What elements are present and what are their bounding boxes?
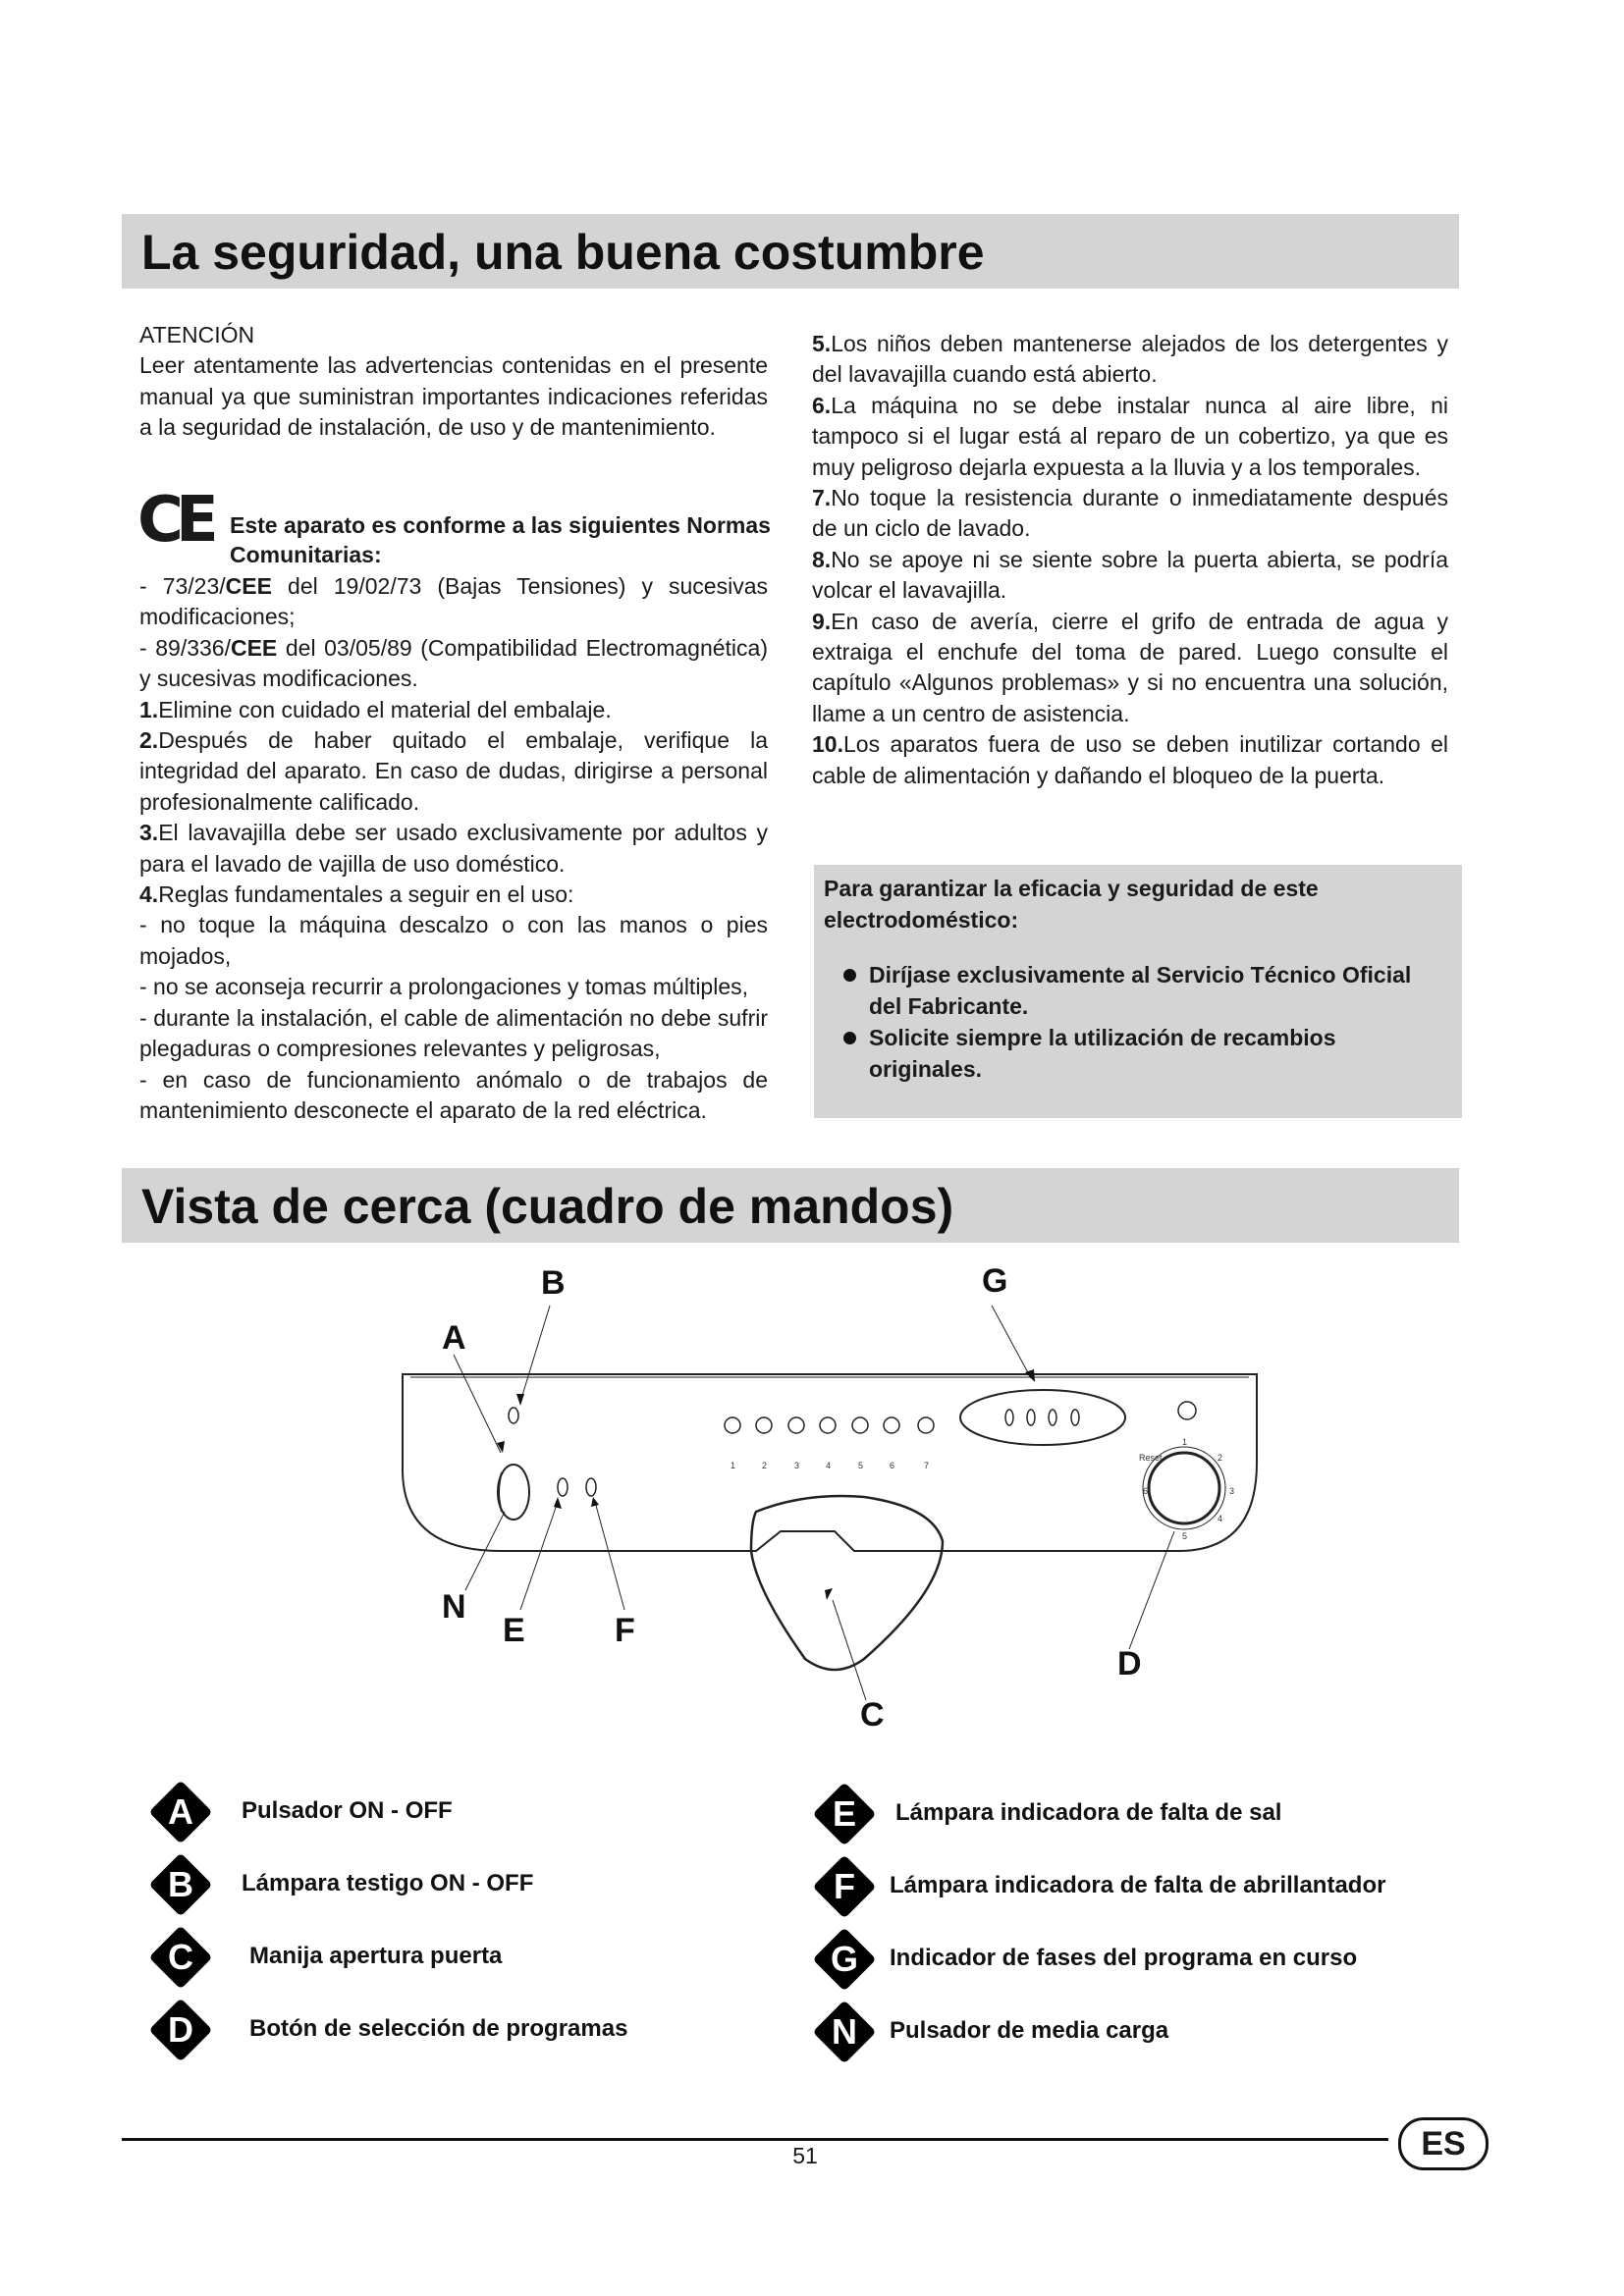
dial-number-1: 1 [1182, 1437, 1188, 1447]
list-subitem: - en caso de funcionamiento anómalo o de trabajos de mantenimiento desconecte el aparato de la red eléctrica. [139, 1066, 768, 1123]
item-text: Los aparatos fuera de uso se deben inutilizar cortando el cable de alimentación y dañando el bloqueo de la puerta. [812, 731, 1448, 788]
item-text: La máquina no se debe instalar nunca al aire libre, ni tampoco si el lugar está al reparo de un cobertizo, ya que es muy peligroso dejarla expuesta a la lluvia y a los temporales. [812, 392, 1448, 480]
badge-n-icon [813, 2001, 876, 2063]
program-icon-6 [884, 1417, 899, 1433]
badge-letter: G [830, 1939, 858, 1979]
arrow-g [1025, 1369, 1035, 1382]
legend-label: Pulsador de media carga [890, 2017, 1169, 2044]
program-icon-2 [756, 1417, 772, 1433]
item-number: 6. [812, 392, 832, 418]
badge-b-icon [149, 1853, 212, 1916]
badge-g-icon [813, 1928, 876, 1991]
item-text: Elimine con cuidado el material del embalaje. [158, 696, 612, 722]
program-number-2: 2 [762, 1461, 768, 1470]
item-number: 10. [812, 731, 843, 758]
legend-label: Lámpara indicadora de falta de abrillantador [890, 1872, 1386, 1898]
program-number-1: 1 [731, 1461, 736, 1470]
program-number-7: 7 [924, 1461, 930, 1470]
ce-mark-icon: CE [137, 484, 211, 557]
directive-2-text: del 03/05/89 (Compatibilidad Electromagnética) y sucesivas modificaciones. [139, 634, 768, 692]
callout-a: A [442, 1319, 466, 1357]
badge-letter: B [168, 1864, 193, 1904]
badge-letter: D [168, 2009, 193, 2050]
phase-lamp-1 [1005, 1410, 1013, 1425]
legend-item-d [149, 1999, 738, 2061]
legend-label: Pulsador ON - OFF [242, 1797, 453, 1824]
item-text: Después de haber quitado el embalaje, verifique la integridad del aparato. En caso de dudas, dirigirse a personal profesionalmente calificado. [139, 727, 768, 815]
leader-line-d [1129, 1531, 1174, 1649]
dial-number-6: 6 [1143, 1486, 1149, 1496]
attention-text: Leer atentamente las advertencias contenidas en el presente manual ya que suministran importantes indicaciones referidas a la seguridad de instalación, de uso y de mantenimiento. [139, 352, 768, 441]
callout-n: N [442, 1588, 466, 1626]
item-number: 8. [812, 546, 832, 572]
dial-caption: Reset [1139, 1453, 1163, 1463]
ce-statement: Este aparato es conforme a las siguientes Normas Comunitarias: [230, 512, 771, 567]
language-badge: ES [1398, 2117, 1489, 2170]
directive-1-text: del 19/02/73 (Bajas Tensiones) y sucesivas modificaciones; [139, 573, 768, 630]
phase-lamp-3 [1049, 1410, 1056, 1425]
legend-item-b [149, 1853, 738, 1916]
program-number-5: 5 [858, 1461, 864, 1470]
item-number: 3. [139, 820, 159, 846]
warning-bullet-text: Diríjase exclusivamente al Servicio Técnico Oficial del Fabricante. [869, 962, 1412, 1019]
callout-d: D [1117, 1645, 1142, 1682]
rinse-aid-lamp [586, 1478, 596, 1496]
leader-line-b [520, 1306, 550, 1402]
on-off-lamp [509, 1408, 518, 1423]
item-text: En caso de avería, cierre el grifo de entrada de agua y extraiga el enchufe del toma de pared. Luego consulte el capítulo «Algunos problemas» y si no encuentra una solución, llame a un centro de asistencia. [812, 608, 1448, 726]
badge-letter: C [168, 1937, 193, 1977]
arrow-b [516, 1394, 524, 1406]
legend-item-a [149, 1781, 738, 1843]
badge-letter: N [832, 2011, 857, 2052]
arrow-e [554, 1497, 562, 1509]
callout-f: F [615, 1612, 635, 1649]
legend-label: Manija apertura puerta [249, 1943, 503, 1969]
phase-lamp-2 [1027, 1410, 1035, 1425]
list-subitem: - no se aconseja recurrir a prolongaciones y tomas múltiples, [139, 974, 749, 1000]
legend-item-g [813, 1928, 1481, 1991]
section-title: La seguridad, una buena costumbre [141, 225, 985, 280]
item-text: Los niños deben mantenerse alejados de los detergentes y del lavavajilla cuando está abierto. [812, 331, 1448, 388]
program-icon-4 [820, 1417, 836, 1433]
leader-line-c [833, 1600, 866, 1700]
dial-number-2: 2 [1218, 1453, 1223, 1463]
list-subitem: - no toque la máquina descalzo o con las manos o pies mojados, [139, 912, 768, 969]
legend-label: Indicador de fases del programa en curso [890, 1945, 1358, 1971]
item-number: 9. [812, 608, 832, 634]
program-icon-3 [788, 1417, 804, 1433]
program-icon-7 [918, 1417, 934, 1433]
item-text: El lavavajilla debe ser usado exclusivamente por adultos y para el lavado de vajilla de uso doméstico. [139, 820, 768, 877]
salt-lamp [558, 1478, 568, 1496]
legend-item-e [813, 1783, 1481, 1845]
badge-a-icon [149, 1781, 212, 1843]
dial-number-3: 3 [1229, 1486, 1235, 1496]
program-icon-5 [852, 1417, 868, 1433]
half-load-button [499, 1472, 502, 1512]
badge-e-icon [813, 1783, 876, 1845]
phase-indicator [960, 1390, 1125, 1445]
item-text: Reglas fundamentales a seguir en el uso: [158, 881, 574, 908]
item-text: No se apoye ni se siente sobre la puerta abierta, se podría volcar el lavavajilla. [812, 546, 1448, 604]
program-number-6: 6 [890, 1461, 895, 1470]
program-number-3: 3 [794, 1461, 800, 1470]
item-number: 5. [812, 331, 832, 356]
leader-line-e [520, 1502, 558, 1610]
legend-item-n [813, 2001, 1481, 2063]
leader-line-g [992, 1306, 1031, 1378]
program-icon-1 [725, 1417, 740, 1433]
warning-bullet-text: Solicite siempre la utilización de recambios originales. [869, 1025, 1336, 1082]
item-number: 2. [139, 727, 159, 754]
leader-line-f [595, 1502, 624, 1610]
program-knob [1149, 1453, 1219, 1523]
legend-label: Lámpara testigo ON - OFF [242, 1870, 534, 1896]
dial-number-5: 5 [1182, 1531, 1188, 1541]
callout-g: G [982, 1262, 1008, 1300]
list-subitem: - durante la instalación, el cable de alimentación no debe sufrir plegaduras o compresiones relevantes y peligrosas, [139, 1004, 768, 1062]
legend-item-c [149, 1926, 738, 1989]
arrow-c [825, 1588, 833, 1600]
section-title: Vista de cerca (cuadro de mandos) [141, 1179, 954, 1234]
legend-label: Lámpara indicadora de falta de sal [895, 1799, 1282, 1826]
item-number: 4. [139, 881, 159, 908]
directive-2-prefix: - 89/336/ [139, 634, 231, 661]
badge-letter: A [168, 1791, 193, 1832]
badge-d-icon [149, 1999, 212, 2061]
arrow-f [591, 1497, 599, 1507]
item-text: No toque la resistencia durante o inmediatamente después de un ciclo de lavado. [812, 485, 1448, 542]
legend-label: Botón de selección de programas [249, 2015, 628, 2042]
badge-letter: E [832, 1793, 856, 1834]
badge-c-icon [149, 1926, 212, 1989]
badge-f-icon [813, 1855, 876, 1918]
footer-rule [122, 2138, 1388, 2141]
phase-lamp-4 [1071, 1410, 1079, 1425]
badge-letter: F [834, 1866, 855, 1906]
item-number: 1. [139, 696, 159, 722]
directive-2-code: CEE [230, 634, 278, 661]
attention-title: ATENCIÓN [139, 322, 255, 347]
warning-title: Para garantizar la eficacia y seguridad de este electrodoméstico: [824, 876, 1319, 933]
directive-1-prefix: - 73/23/ [139, 573, 226, 599]
logo-p-icon [1178, 1402, 1196, 1419]
dial-number-4: 4 [1218, 1514, 1223, 1523]
item-number: 7. [812, 485, 832, 511]
directive-1-code: CEE [225, 573, 272, 599]
legend-item-f [813, 1855, 1481, 1918]
program-number-4: 4 [826, 1461, 832, 1470]
callout-b: B [541, 1264, 566, 1302]
page-number: 51 [792, 2143, 818, 2168]
callout-e: E [503, 1612, 525, 1649]
callout-c: C [860, 1696, 885, 1734]
leader-line-a [454, 1355, 501, 1453]
